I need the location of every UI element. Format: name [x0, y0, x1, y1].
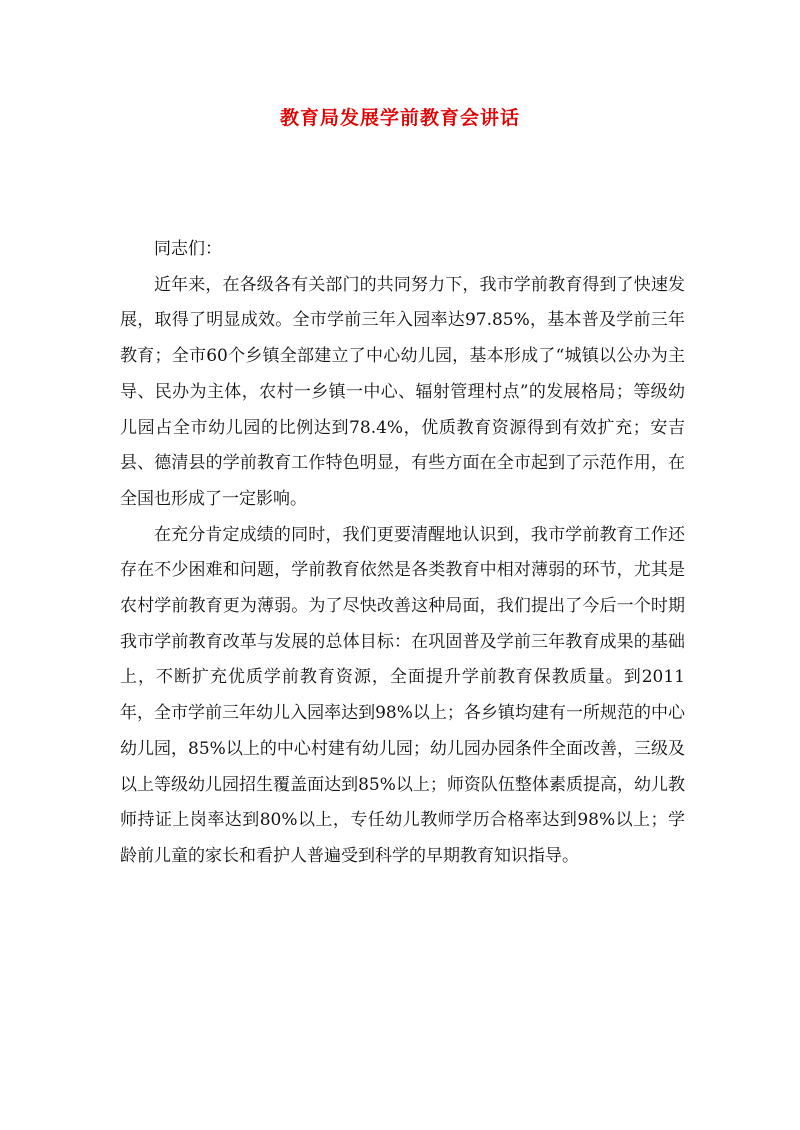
paragraph-2: 在充分肯定成绩的同时，我们更要清醒地认识到，我市学前教育工作还存在不少困难和问题，学前教育依然是各类教育中相对薄弱的环节，尤其是农村学前教育更为薄弱。为了尽快改善这种局面，我们提出了今后一个时期我市学前教育改革与发展的总体目标：在巩固普及学前三年教育成果的基础上，不断扩充优质学前教育资源，全面提升学前教育保教质量。到2011年，全市学前三年幼儿入园率达到98%以上；各乡镇均建有一所规范的中心幼儿园，85%以上的中心村建有幼儿园；幼儿园办园条件全面改善，三级及以上等级幼儿园招生覆盖面达到85%以上；师资队伍整体素质提高，幼儿教师持证上岗率达到80%以上，专任幼儿教师学历合格率达到98%以上；学龄前儿童的家长和看护人普遍受到科学的早期教育知识指导。 [120, 524, 685, 866]
document-body [120, 232, 685, 875]
salutation: 同志们： [154, 239, 222, 259]
paragraph-1: 近年来，在各级各有关部门的共同努力下，我市学前教育得到了快速发展，取得了明显成效。全市学前三年入园率达97.85%，基本普及学前三年教育；全市60个乡镇全部建立了中心幼儿园，基本形成了“城镇以公办为主导、民办为主体，农村一乡镇一中心、辐射管理村点”的发展格局；等级幼儿园占全市幼儿园的比例达到78.4%，优质教育资源得到有效扩充；安吉县、德清县的学前教育工作特色明显，有些方面在全市起到了示范作用，在全国也形成了一定影响。 [120, 274, 685, 509]
document-title: 教育局发展学前教育会讲话 [279, 107, 520, 129]
